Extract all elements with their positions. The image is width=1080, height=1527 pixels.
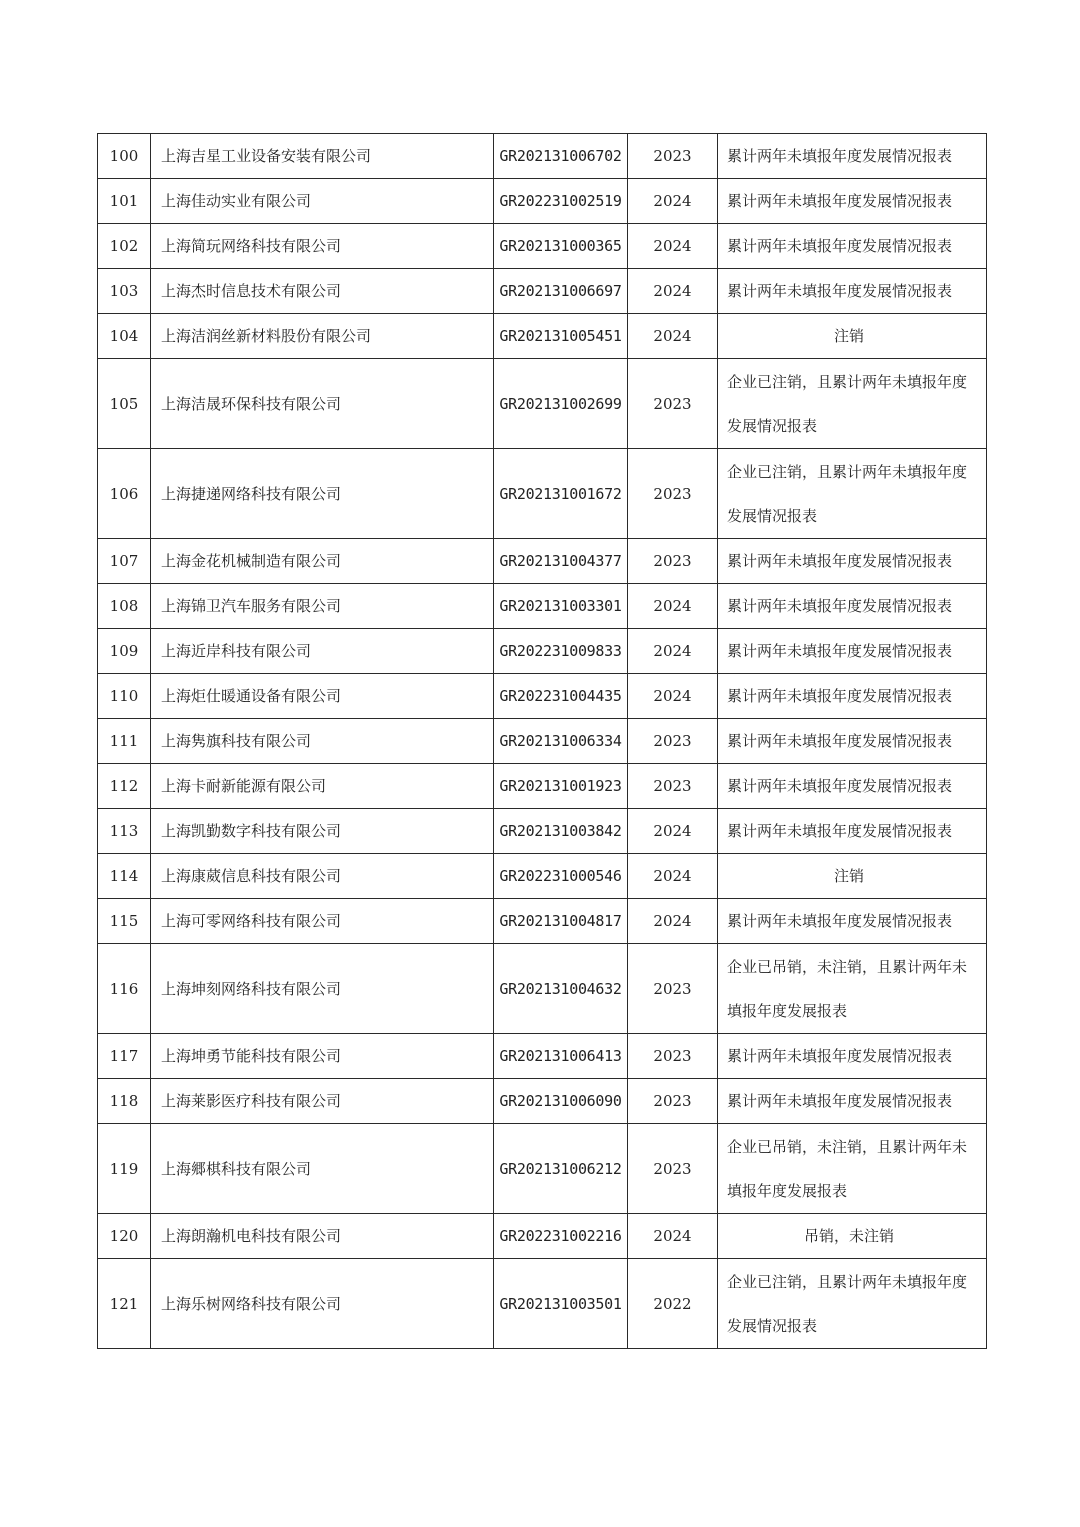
company-name: 上海洁晟环保科技有限公司	[151, 359, 494, 449]
table-row	[98, 269, 987, 314]
row-number: 107	[98, 539, 151, 584]
row-number: 118	[98, 1079, 151, 1124]
table-row	[98, 719, 987, 764]
table-row	[98, 1034, 987, 1079]
company-name: 上海洁润丝新材料股份有限公司	[151, 314, 494, 359]
certificate-code: GR202131004377	[494, 539, 628, 584]
certificate-code: GR202131004817	[494, 899, 628, 944]
table-row	[98, 899, 987, 944]
year: 2023	[628, 359, 718, 449]
row-number: 111	[98, 719, 151, 764]
reason: 累计两年未填报年度发展情况报表	[718, 539, 987, 584]
certificate-code: GR202131006212	[494, 1124, 628, 1214]
certificate-code: GR202231004435	[494, 674, 628, 719]
row-number: 120	[98, 1214, 151, 1259]
company-name: 上海吉星工业设备安装有限公司	[151, 134, 494, 179]
certificate-code: GR202131005451	[494, 314, 628, 359]
certificate-code: GR202231009833	[494, 629, 628, 674]
company-name: 上海坤勇节能科技有限公司	[151, 1034, 494, 1079]
table-row	[98, 224, 987, 269]
reason: 企业已吊销，未注销，且累计两年未填报年度发展报表	[718, 1124, 987, 1214]
reason: 企业已吊销，未注销，且累计两年未填报年度发展报表	[718, 944, 987, 1034]
certificate-code: GR202131000365	[494, 224, 628, 269]
company-name: 上海可零网络科技有限公司	[151, 899, 494, 944]
table-row	[98, 1214, 987, 1259]
reason: 累计两年未填报年度发展情况报表	[718, 134, 987, 179]
reason: 累计两年未填报年度发展情况报表	[718, 719, 987, 764]
reason: 企业已注销，且累计两年未填报年度发展情况报表	[718, 359, 987, 449]
row-number: 117	[98, 1034, 151, 1079]
reason: 累计两年未填报年度发展情况报表	[718, 809, 987, 854]
reason: 企业已注销，且累计两年未填报年度发展情况报表	[718, 1259, 987, 1349]
company-name: 上海坤刻网络科技有限公司	[151, 944, 494, 1034]
row-number: 112	[98, 764, 151, 809]
table-row	[98, 1124, 987, 1214]
company-name: 上海杰时信息技术有限公司	[151, 269, 494, 314]
certificate-code: GR202131006413	[494, 1034, 628, 1079]
company-table	[97, 133, 987, 1349]
reason: 注销	[718, 854, 987, 899]
certificate-code: GR202131002699	[494, 359, 628, 449]
reason: 累计两年未填报年度发展情况报表	[718, 224, 987, 269]
table-row	[98, 359, 987, 449]
table-row	[98, 854, 987, 899]
reason: 累计两年未填报年度发展情况报表	[718, 584, 987, 629]
row-number: 121	[98, 1259, 151, 1349]
year: 2024	[628, 314, 718, 359]
company-name: 上海卡耐新能源有限公司	[151, 764, 494, 809]
certificate-code: GR202131006334	[494, 719, 628, 764]
company-name: 上海近岸科技有限公司	[151, 629, 494, 674]
row-number: 119	[98, 1124, 151, 1214]
reason: 累计两年未填报年度发展情况报表	[718, 764, 987, 809]
reason: 累计两年未填报年度发展情况报表	[718, 629, 987, 674]
table-row	[98, 134, 987, 179]
company-name: 上海朗瀚机电科技有限公司	[151, 1214, 494, 1259]
row-number: 116	[98, 944, 151, 1034]
certificate-code: GR202131004632	[494, 944, 628, 1034]
row-number: 114	[98, 854, 151, 899]
table-row	[98, 764, 987, 809]
row-number: 109	[98, 629, 151, 674]
year: 2024	[628, 584, 718, 629]
year: 2023	[628, 1079, 718, 1124]
year: 2023	[628, 449, 718, 539]
row-number: 108	[98, 584, 151, 629]
company-name: 上海炬仕暖通设备有限公司	[151, 674, 494, 719]
year: 2023	[628, 539, 718, 584]
company-name: 上海佳动实业有限公司	[151, 179, 494, 224]
year: 2024	[628, 224, 718, 269]
row-number: 102	[98, 224, 151, 269]
table-row	[98, 449, 987, 539]
company-name: 上海隽旗科技有限公司	[151, 719, 494, 764]
company-name: 上海捷递网络科技有限公司	[151, 449, 494, 539]
year: 2023	[628, 764, 718, 809]
certificate-code: GR202131006702	[494, 134, 628, 179]
certificate-code: GR202131003301	[494, 584, 628, 629]
table-row	[98, 809, 987, 854]
row-number: 100	[98, 134, 151, 179]
row-number: 110	[98, 674, 151, 719]
reason: 企业已注销，且累计两年未填报年度发展情况报表	[718, 449, 987, 539]
reason: 累计两年未填报年度发展情况报表	[718, 179, 987, 224]
year: 2023	[628, 1034, 718, 1079]
reason: 累计两年未填报年度发展情况报表	[718, 269, 987, 314]
company-name: 上海乐树网络科技有限公司	[151, 1259, 494, 1349]
table-row	[98, 179, 987, 224]
certificate-code: GR202231002216	[494, 1214, 628, 1259]
table-row	[98, 539, 987, 584]
year: 2023	[628, 1124, 718, 1214]
row-number: 105	[98, 359, 151, 449]
certificate-code: GR202131001672	[494, 449, 628, 539]
certificate-code: GR202131006697	[494, 269, 628, 314]
row-number: 106	[98, 449, 151, 539]
table-row	[98, 584, 987, 629]
row-number: 101	[98, 179, 151, 224]
year: 2024	[628, 1214, 718, 1259]
company-name: 上海锦卫汽车服务有限公司	[151, 584, 494, 629]
certificate-code: GR202131006090	[494, 1079, 628, 1124]
table-row	[98, 944, 987, 1034]
company-name: 上海简玩网络科技有限公司	[151, 224, 494, 269]
certificate-code: GR202231000546	[494, 854, 628, 899]
year: 2024	[628, 854, 718, 899]
certificate-code: GR202131001923	[494, 764, 628, 809]
reason: 累计两年未填报年度发展情况报表	[718, 674, 987, 719]
year: 2023	[628, 134, 718, 179]
company-name: 上海凯勤数字科技有限公司	[151, 809, 494, 854]
table-row	[98, 674, 987, 719]
year: 2024	[628, 629, 718, 674]
table-row	[98, 1079, 987, 1124]
reason: 吊销，未注销	[718, 1214, 987, 1259]
year: 2022	[628, 1259, 718, 1349]
year: 2024	[628, 179, 718, 224]
company-name: 上海莱影医疗科技有限公司	[151, 1079, 494, 1124]
row-number: 103	[98, 269, 151, 314]
table-body	[98, 134, 987, 1349]
reason: 累计两年未填报年度发展情况报表	[718, 1034, 987, 1079]
company-name: 上海康葳信息科技有限公司	[151, 854, 494, 899]
row-number: 113	[98, 809, 151, 854]
certificate-code: GR202131003842	[494, 809, 628, 854]
certificate-code: GR202131003501	[494, 1259, 628, 1349]
table-row	[98, 629, 987, 674]
company-name: 上海金花机械制造有限公司	[151, 539, 494, 584]
year: 2024	[628, 809, 718, 854]
year: 2024	[628, 899, 718, 944]
row-number: 104	[98, 314, 151, 359]
table-row	[98, 1259, 987, 1349]
certificate-code: GR202231002519	[494, 179, 628, 224]
row-number: 115	[98, 899, 151, 944]
company-name: 上海郷棋科技有限公司	[151, 1124, 494, 1214]
year: 2024	[628, 269, 718, 314]
reason: 注销	[718, 314, 987, 359]
year: 2024	[628, 674, 718, 719]
reason: 累计两年未填报年度发展情况报表	[718, 899, 987, 944]
year: 2023	[628, 719, 718, 764]
reason: 累计两年未填报年度发展情况报表	[718, 1079, 987, 1124]
table-row	[98, 314, 987, 359]
year: 2023	[628, 944, 718, 1034]
